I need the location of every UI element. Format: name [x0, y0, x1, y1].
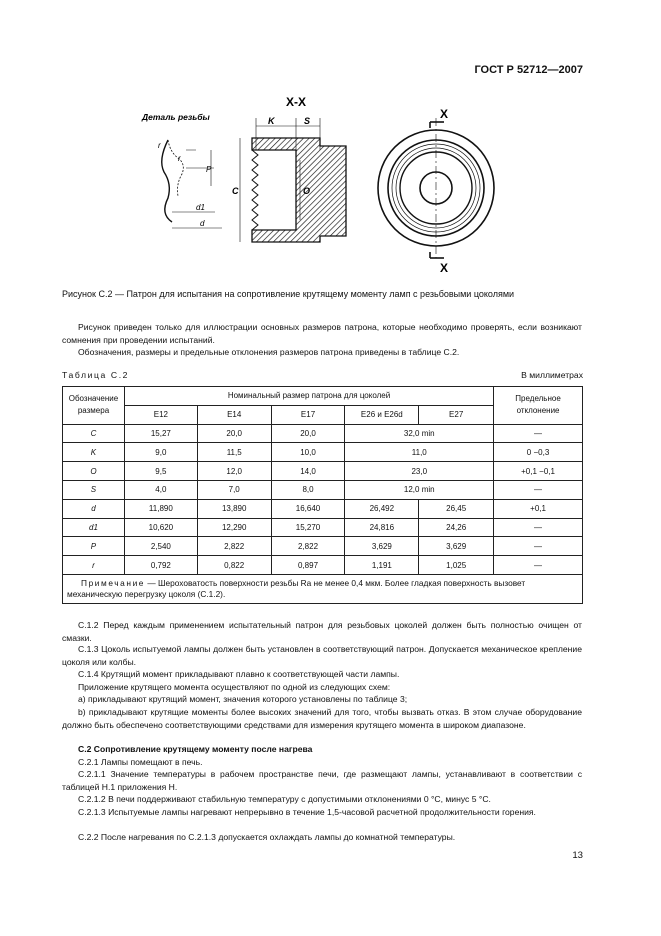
svg-text:d1: d1	[196, 203, 205, 212]
table-row: O 9,5 12,0 14,0 23,0 +0,1 −0,1	[63, 462, 583, 481]
clause-c21: С.2.1 Лампы помещают в печь.	[78, 757, 203, 767]
cut-label-top: X	[440, 107, 449, 121]
page-number: 13	[572, 850, 583, 861]
table-header-row	[63, 387, 583, 406]
clause-c22: С.2.2 После нагревания по С.2.1.3 допускается охлаждать лампы до комнатной температуры.	[78, 832, 456, 842]
dim-S: S	[304, 116, 311, 126]
col-e26: Е26 и Е26d	[345, 405, 419, 424]
col-e12: Е12	[124, 405, 197, 424]
table-row: r 0,792 0,822 0,897 1,191 1,025 —	[63, 556, 583, 575]
svg-text:r: r	[178, 154, 181, 163]
dim-O: O	[303, 186, 311, 196]
dim-C: C	[232, 186, 239, 196]
intro-paragraph-2: Обозначения, размеры и предельные отклонения размеров патрона приведены в таблице С.2.	[78, 347, 460, 357]
table-units: В миллиметрах	[521, 370, 583, 380]
table-row: d1 10,620 12,290 15,270 24,816 24,26 —	[63, 518, 583, 537]
section-view	[232, 95, 346, 242]
head-deviation: Предельное отклонение	[494, 387, 583, 425]
lampholder-drawing	[130, 86, 530, 282]
clause-c211: С.2.1.1 Значение температуры в рабочем пространстве печи, где размещают лампы, устанавливают в соответствии с таблицей Н.1 приложения Н.	[62, 769, 582, 792]
figure-caption: Рисунок С.2 — Патрон для испытания на сопротивление крутящему моменту ламп с резьбовыми цоколями	[62, 289, 515, 299]
clause-c12: С.1.2 Перед каждым применением испытательный патрон для резьбовых цоколей должен быть полностью очищен от смазки.	[62, 620, 582, 643]
col-e27: Е27	[419, 405, 494, 424]
section-heading-c2: С.2 Сопротивление крутящему моменту после нагрева	[78, 744, 313, 754]
note-label: Примечание	[81, 577, 146, 588]
clause-c213: С.2.1.3 Испытуемые лампы нагревают непрерывно в течение 1,5-часовой расчетной продолжительности горения.	[78, 807, 536, 817]
dimensions-table	[62, 386, 583, 604]
intro-paragraph-1: Рисунок приведен только для иллюстрации основных размеров патрона, которые необходимо проверять, если возникают сомнения при проведении испытаний.	[62, 322, 582, 345]
col-e17: Е17	[271, 405, 345, 424]
list-item-b: b) прикладывают крутящие моменты более высоких значений для того, чтобы вызвать отказ. В этом случае оборудование должно быть обеспечено соответствующими средствами для измерения крутящего момента в широком диапазоне.	[62, 707, 582, 730]
clause-c14: С.1.4 Крутящий момент прикладывают плавно к соответствующей части лампы.	[78, 669, 400, 679]
cut-label-bottom: X	[440, 261, 449, 275]
table-row: C 15,27 20,0 20,0 32,0 min —	[63, 424, 583, 443]
clause-c13: С.1.3 Цоколь испытуемой лампы должен быть установлен в соответствующий патрон. Допускается механическое крепление цоколя или колбы.	[62, 644, 582, 667]
note-text: — Шероховатость поверхности резьбы Ra не менее 0,4 мкм. Более гладкая поверхность вызовет механическую перегрузку цоколя (С.1.2).	[67, 577, 526, 599]
head-nominal: Номинальный размер патрона для цоколей	[124, 387, 493, 406]
table-row: d 11,890 13,890 16,640 26,492 26,45 +0,1	[63, 499, 583, 518]
section-label: X-X	[286, 95, 307, 109]
svg-text:r: r	[158, 141, 161, 150]
clause-c212: С.2.1.2 В печи поддерживают стабильную температуру с допустимыми отклонениями 0 °С, минус 5 °С.	[78, 794, 491, 804]
front-view	[378, 107, 494, 275]
table-label: Таблица С.2	[62, 370, 130, 380]
table-row: S 4,0 7,0 8,0 12,0 min —	[63, 480, 583, 499]
thread-detail	[141, 112, 222, 228]
svg-text:d: d	[200, 219, 205, 228]
head-designation: Обозначение размера	[63, 387, 125, 425]
clause-apply: Приложение крутящего момента осуществляют по одной из следующих схем:	[78, 682, 391, 692]
col-e14: Е14	[197, 405, 271, 424]
svg-text:P: P	[206, 165, 212, 174]
table-row: P 2,540 2,822 2,822 3,629 3,629 —	[63, 537, 583, 556]
dim-K: K	[268, 116, 275, 126]
detail-label: Деталь резьбы	[142, 112, 210, 122]
table-row: K 9,0 11,5 10,0 11,0 0 −0,3	[63, 443, 583, 462]
document-header: ГОСТ Р 52712—2007	[474, 64, 583, 76]
list-item-a: а) прикладывают крутящий момент, значения которого установлены по таблице 3;	[78, 694, 408, 704]
table-note-row	[63, 574, 583, 603]
